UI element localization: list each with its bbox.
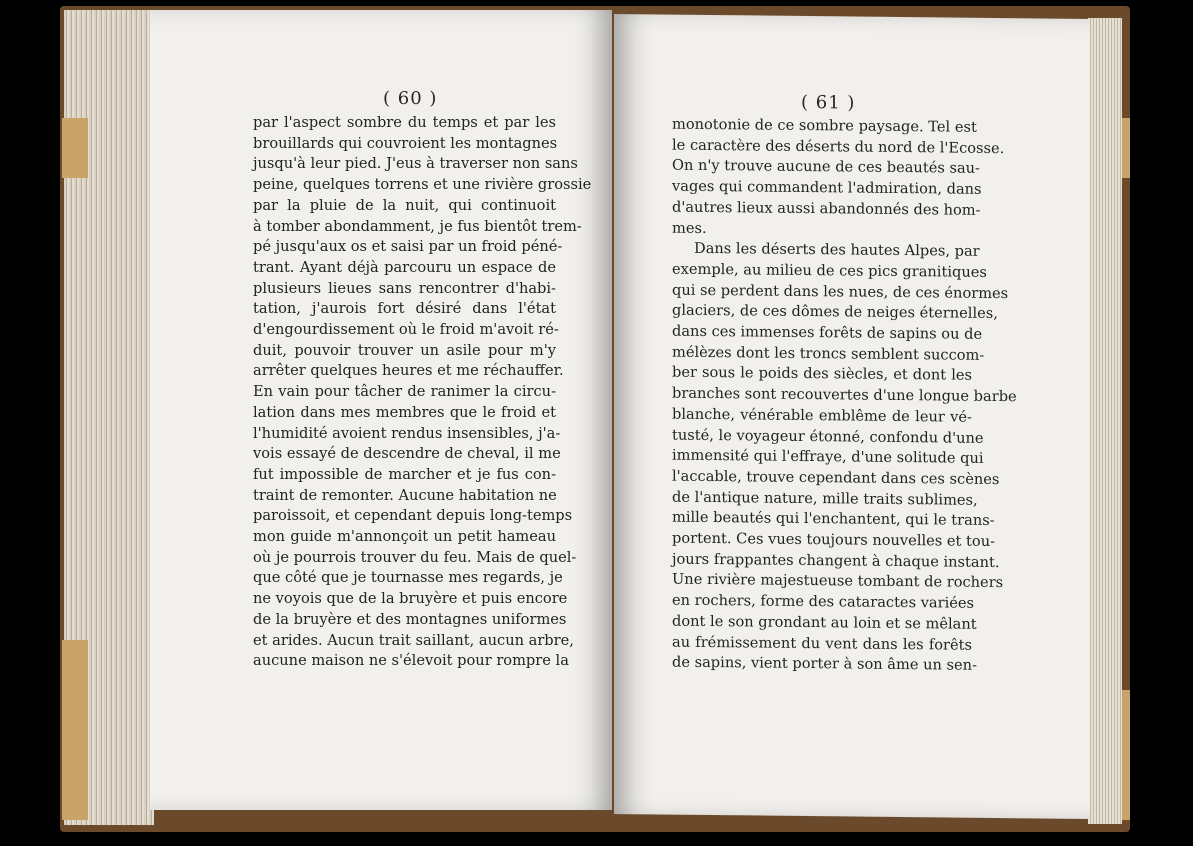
- text-line: d'autres lieux aussi abandonnés des hom-: [672, 198, 981, 219]
- left-page-text: [253, 113, 592, 672]
- text-line: vages qui commandent l'admiration, dans: [672, 177, 982, 198]
- text-line: par la pluie de la nuit, qui continuoit: [253, 196, 556, 214]
- text-line: exemple, au milieu de ces pics granitiques: [672, 260, 987, 281]
- text-line: tusté, le voyageur étonné, confondu d'une: [672, 426, 984, 447]
- text-line: blanche, vénérable emblême de leur vé-: [672, 405, 972, 426]
- text-line: Dans les déserts des hautes Alpes, par: [694, 240, 980, 261]
- text-line: en rochers, forme des cataractes variées: [672, 591, 975, 612]
- binding-corner-top-left: [62, 118, 88, 178]
- right-page-edges: [1088, 18, 1122, 824]
- text-line: glaciers, de ces dômes de neiges éternelles,: [672, 301, 998, 323]
- text-line: qui se perdent dans les nues, de ces énormes: [672, 281, 1009, 302]
- text-line: En vain pour tâcher de ranimer la circu-: [253, 383, 556, 401]
- text-line: d'engourdissement où le froid m'avoit ré-: [253, 321, 559, 339]
- text-line: plusieurs lieues sans rencontrer d'habi-: [253, 279, 556, 297]
- text-line: portent. Ces vues toujours nouvelles et tou-: [672, 529, 996, 551]
- text-line: peine, quelques torrens et une rivière grossie: [253, 176, 592, 194]
- text-line: au frémissement du vent dans les forêts: [672, 633, 972, 654]
- right-page-text: [672, 115, 1017, 677]
- text-line: le caractère des déserts du nord de l'Ecosse.: [672, 136, 1005, 157]
- text-line: fut impossible de marcher et je fus con-: [253, 465, 556, 483]
- text-line: mes.: [672, 219, 707, 237]
- text-line: où je pourrois trouver du feu. Mais de quel-: [253, 548, 577, 566]
- right-page: [614, 14, 1090, 819]
- text-line: et arides. Aucun trait saillant, aucun arbre,: [253, 631, 574, 649]
- right-page-number: ( 61 ): [801, 91, 856, 114]
- binding-corner-bottom-left: [62, 640, 88, 820]
- text-line: trant. Ayant déjà parcouru un espace de: [253, 258, 556, 276]
- text-line: brouillards qui couvroient les montagnes: [253, 134, 558, 152]
- text-line: lation dans mes membres que le froid et: [253, 403, 556, 421]
- text-line: ber sous le poids des siècles, et dont les: [672, 364, 972, 385]
- text-line: l'accable, trouve cependant dans ces scènes: [672, 467, 1000, 488]
- text-line: de la bruyère et des montagnes uniformes: [253, 610, 567, 628]
- left-page: [150, 10, 612, 810]
- text-line: tation, j'aurois fort désiré dans l'état: [253, 300, 556, 318]
- text-line: mille beautés qui l'enchantent, qui le trans-: [672, 508, 995, 530]
- text-line: monotonie de ce sombre paysage. Tel est: [672, 115, 977, 136]
- text-line: immensité qui l'effraye, d'une solitude qui: [672, 446, 984, 468]
- text-line: mélèzes dont les troncs semblent succom-: [672, 343, 985, 364]
- text-line: pé jusqu'aux os et saisi par un froid péné-: [253, 238, 563, 256]
- text-line: à tomber abondamment, je fus bientôt trem-: [253, 217, 582, 235]
- text-line: duit, pouvoir trouver un asile pour m'y: [253, 341, 556, 359]
- text-line: aucune maison ne s'élevoit pour rompre la: [253, 652, 569, 670]
- left-page-number: ( 60 ): [383, 88, 438, 109]
- text-line: arrêter quelques heures et me réchauffer.: [253, 362, 564, 380]
- text-line: par l'aspect sombre du temps et par les: [253, 114, 556, 131]
- text-line: branches sont recouvertes d'une longue barbe: [672, 384, 1017, 406]
- text-line: traint de remonter. Aucune habitation ne: [253, 486, 557, 504]
- text-line: jours frappantes changent à chaque instant.: [672, 550, 1000, 571]
- text-line: dans ces immenses forêts de sapins ou de: [672, 322, 983, 343]
- text-line: jusqu'à leur pied. J'eus à traverser non sans: [253, 155, 578, 173]
- text-line: de sapins, vient porter à son âme un sen-: [672, 653, 978, 675]
- text-line: mon guide m'annonçoit un petit hameau: [253, 528, 556, 546]
- text-line: Une rivière majestueuse tombant de rochers: [672, 571, 1004, 592]
- text-line: l'humidité avoient rendus insensibles, j'a-: [253, 424, 561, 442]
- text-line: que côté que je tournasse mes regards, je: [253, 569, 563, 587]
- text-line: ne voyois que de la bruyère et puis encore: [253, 590, 568, 608]
- text-line: vois essayé de descendre de cheval, il me: [253, 445, 561, 463]
- text-line: de l'antique nature, mille traits sublimes,: [672, 488, 978, 509]
- text-line: paroissoit, et cependant depuis long-temps: [253, 507, 573, 525]
- text-line: dont le son grondant au loin et se mêlant: [672, 612, 977, 633]
- text-line: On n'y trouve aucune de ces beautés sau-: [672, 157, 980, 178]
